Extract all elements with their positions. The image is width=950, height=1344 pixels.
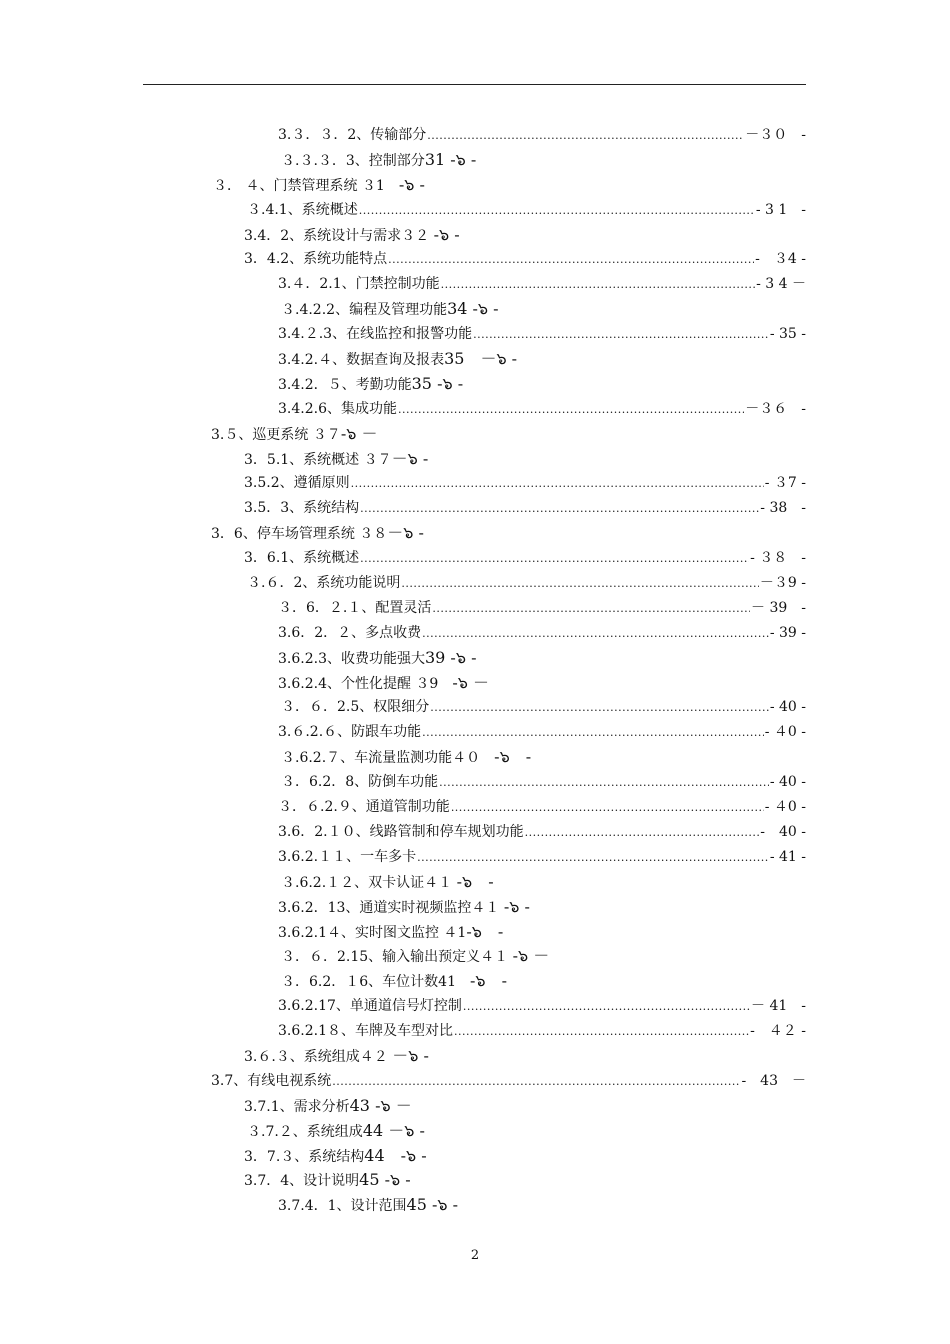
toc-entry-title: 3.4．2、系统设计与需求３２	[244, 227, 434, 244]
toc-entry-page: 44 -๖ -	[364, 1145, 427, 1165]
toc-entry-title: 3.6.2.3、收费功能强大	[278, 650, 425, 667]
toc-entry[interactable]	[0, 1019, 806, 1044]
toc-entry-title: ３． ４、门禁管理系统 ３1	[213, 177, 399, 194]
toc-entry[interactable]	[0, 198, 806, 223]
toc-entry-page: 44 －๖ -	[362, 1120, 425, 1140]
toc-entry-title: 3.4.2.6、集成功能	[278, 400, 397, 417]
toc-entry-title: ３.６．2、系统功能说明	[247, 575, 401, 592]
toc-entry[interactable]	[0, 272, 806, 297]
toc-entry-page: -๖ －	[340, 423, 378, 443]
header-rule	[143, 84, 806, 85]
toc-entry-page: 45 -๖ -	[359, 1170, 411, 1190]
toc-entry-title: 3．6、停车场管理系统 ３８	[211, 526, 388, 543]
toc-entry[interactable]	[0, 571, 806, 596]
toc-entry-title: 3.6.2.１１、一车多卡	[278, 848, 417, 865]
toc-entry-title: ３.6.2.１２、双卡认证４１	[281, 874, 457, 891]
toc-entry-page: 35 -๖ -	[411, 373, 464, 393]
toc-entry-page: -๖ -	[466, 921, 504, 941]
toc-entry-page: － 41 -	[751, 998, 806, 1015]
toc-entry-title: 3.6.2.1４、实时图文监控 ４1	[278, 924, 467, 941]
toc-dot-leader	[417, 846, 769, 871]
toc-entry[interactable]	[0, 1069, 806, 1094]
toc-entry-page: -๖ -	[494, 747, 532, 767]
toc-entry-page: －３６ -	[745, 400, 806, 417]
toc-entry-page: - 40 -	[769, 699, 806, 716]
toc-entry-title: 3.4.2.４、数据查询及报表	[278, 352, 445, 369]
toc-entry[interactable]	[0, 173, 950, 198]
toc-entry-page: －๖ -	[391, 448, 429, 468]
toc-entry[interactable]	[0, 123, 806, 148]
toc-dot-leader	[422, 721, 764, 746]
toc-entry-title: 3.7.4．1、设计范围	[278, 1198, 407, 1215]
toc-dot-leader	[359, 199, 755, 224]
toc-entry[interactable]	[0, 646, 950, 671]
toc-entry[interactable]	[0, 148, 950, 173]
toc-entry-page: - 40 -	[769, 774, 806, 791]
toc-entry[interactable]	[0, 671, 950, 696]
toc-entry[interactable]	[0, 372, 950, 397]
toc-entry[interactable]	[0, 994, 806, 1019]
toc-entry-title: 3.4.２.3、在线监控和报警功能	[278, 326, 473, 343]
toc-entry-title: 3.4.2．５、考勤功能	[278, 376, 412, 393]
toc-entry-page: 45 -๖ -	[406, 1195, 459, 1215]
toc-entry[interactable]	[0, 895, 950, 920]
toc-entry-title: 3.6.2．13、通道实时视频监控４１	[278, 899, 504, 916]
toc-entry-title: 3.5．3、系统结构	[244, 500, 360, 517]
toc-entry-page: - 41 -	[769, 848, 806, 865]
toc-entry-title: ３．6.2．8、防倒车功能	[281, 774, 439, 791]
toc-entry-title: 3.５、巡更系统 ３７	[211, 426, 341, 443]
toc-entry[interactable]	[0, 745, 950, 770]
toc-entry[interactable]	[0, 920, 950, 945]
toc-entry-page: －๖ -	[387, 523, 424, 543]
toc-entry-page: - 38 -	[760, 500, 806, 517]
toc-dot-leader	[360, 547, 749, 572]
page-number: 2	[470, 1248, 480, 1263]
toc-entry-title: ３．6．２.１、配置灵活	[278, 599, 432, 616]
toc-dot-leader	[441, 273, 755, 298]
toc-entry-page: 35 －๖ -	[444, 349, 518, 369]
toc-entry[interactable]	[0, 247, 806, 272]
toc-entry-page: - 40 -	[760, 823, 806, 840]
toc-entry-page: － 39 -	[751, 599, 806, 616]
toc-entry-title: 3.6．2．２、多点收费	[278, 624, 422, 641]
toc-entry-page: - ３4 -	[755, 251, 806, 268]
toc-entry[interactable]	[0, 1144, 950, 1169]
toc-entry-page: －３9 -	[759, 575, 806, 592]
toc-dot-leader	[451, 796, 764, 821]
toc-entry[interactable]	[0, 471, 806, 496]
toc-entry-title: 3.7.1、需求分析	[244, 1098, 350, 1115]
toc-entry-page: - 3 4 －	[756, 276, 806, 293]
toc-dot-leader	[332, 1070, 740, 1095]
toc-entry-page: －３０ -	[745, 127, 806, 143]
toc-entry-title: ３．6.2．１6、车位计数41	[281, 974, 470, 991]
toc-dot-leader	[430, 696, 769, 721]
toc-entry-title: 3.４．2.1、门禁控制功能	[278, 276, 440, 293]
toc-entry-title: 3．7.３、系统结构	[244, 1148, 365, 1165]
toc-entry-page: -๖ -	[503, 896, 530, 916]
toc-entry[interactable]	[0, 322, 806, 347]
toc-entry[interactable]	[0, 845, 806, 870]
toc-entry-title: ３.３.３．3、控制部分	[281, 152, 425, 169]
toc-entry-title: ３.6.2.７、车流量监测功能４０	[281, 750, 495, 767]
toc-dot-leader	[473, 323, 769, 348]
toc-entry-page: - 39 -	[769, 624, 806, 641]
toc-entry-page: -๖ -	[433, 224, 460, 244]
toc-entry[interactable]	[0, 422, 950, 447]
toc-dot-leader	[401, 572, 759, 597]
toc-entry-title: 3.６.３、系统组成４２	[244, 1048, 393, 1065]
toc-entry[interactable]	[0, 870, 950, 895]
toc-entry[interactable]	[0, 944, 950, 969]
toc-entry-page: 34 -๖ -	[447, 299, 499, 319]
toc-entry[interactable]	[0, 770, 806, 795]
toc-entry[interactable]	[0, 695, 806, 720]
toc-entry[interactable]	[0, 1044, 950, 1069]
toc-entry-page: - ３８ -	[750, 550, 806, 567]
toc-entry[interactable]	[0, 521, 950, 546]
toc-entry[interactable]	[0, 621, 806, 646]
toc-entry[interactable]	[0, 496, 806, 521]
toc-entry-title: 3.7、有线电视系统	[211, 1072, 332, 1089]
toc-entry-page: -๖ －	[452, 672, 489, 692]
toc-entry-title: 3.6.2.4、个性化提醒 ３9	[278, 675, 453, 692]
toc-entry[interactable]	[0, 1094, 950, 1119]
toc-entry-title: ３.4.1、系统概述	[247, 201, 358, 218]
toc-entry-title: 3.6.2.17、单通道信号灯控制	[278, 998, 462, 1015]
toc-entry-title: ３.4.2.2、编程及管理功能	[281, 302, 448, 319]
toc-entry-page: - ４２ -	[750, 1023, 806, 1040]
toc-entry-title: 3.３．３．2、传输部分	[278, 127, 427, 143]
toc-entry[interactable]	[0, 297, 950, 322]
toc-entry[interactable]	[0, 1119, 950, 1144]
toc-entry-title: ３．６．2.15、输入输出预定义４１	[281, 949, 513, 966]
toc-entry-title: 3．6.1、系统概述	[244, 550, 360, 567]
toc-entry-page: －๖ -	[392, 1045, 429, 1065]
toc-entry-page: 31 -๖ -	[424, 149, 477, 169]
toc-entry-page: -๖ －	[512, 946, 550, 966]
toc-entry[interactable]	[0, 347, 950, 372]
toc-entry-title: 3.7．4、设计说明	[244, 1173, 360, 1190]
toc-dot-leader	[422, 622, 769, 647]
toc-entry[interactable]	[0, 820, 806, 845]
toc-entry[interactable]	[0, 546, 806, 571]
toc-entry-page: - 43 －	[741, 1072, 806, 1089]
toc-entry-title: 3.６.2.６、防跟车功能	[278, 724, 422, 741]
toc-entry-title: 3.5.2、遵循原则	[244, 475, 350, 492]
toc-entry-page: - 35 -	[769, 326, 806, 343]
toc-entry-title: ３．６．2.5、权限细分	[281, 699, 430, 716]
toc-entry-title: 3.6．2.１０、线路管制和停车规划功能	[278, 823, 524, 840]
toc-entry-title: 3．4.2、系统功能特点	[244, 251, 388, 268]
toc-dot-leader	[454, 1020, 749, 1045]
table-of-contents	[0, 123, 950, 1218]
toc-entry[interactable]	[0, 1168, 950, 1193]
toc-entry-title: 3．5.1、系统概述 ３７	[244, 451, 392, 468]
toc-entry-page: - ４0 -	[764, 724, 806, 741]
toc-entry-page: - 3 1 -	[755, 201, 806, 218]
toc-dot-leader	[463, 995, 750, 1020]
toc-entry[interactable]	[0, 1193, 950, 1218]
toc-entry-page: - ３7 -	[764, 475, 806, 492]
toc-dot-leader	[351, 472, 764, 497]
toc-entry-page: -๖ -	[470, 971, 507, 991]
toc-entry-page: 39 -๖ -	[424, 647, 477, 667]
toc-dot-leader	[427, 124, 744, 149]
toc-entry[interactable]	[0, 447, 950, 472]
toc-entry-title: 3.6.2.1８、车牌及车型对比	[278, 1023, 453, 1040]
toc-dot-leader	[398, 398, 744, 423]
toc-dot-leader	[388, 248, 754, 273]
toc-dot-leader	[360, 497, 759, 522]
toc-entry-page: -๖ -	[456, 871, 494, 891]
toc-dot-leader	[432, 597, 750, 622]
toc-entry-title: ３．６.2.９、通道管制功能	[278, 799, 450, 816]
toc-entry[interactable]	[0, 720, 806, 745]
toc-dot-leader	[439, 771, 769, 796]
toc-entry[interactable]	[0, 397, 806, 422]
toc-entry-page: - ４0 -	[764, 799, 806, 816]
toc-entry-page: 43 -๖ －	[349, 1095, 412, 1115]
toc-entry[interactable]	[0, 596, 806, 621]
toc-entry-title: ３.7.２、系统组成	[247, 1123, 363, 1140]
toc-entry[interactable]	[0, 969, 950, 994]
toc-entry[interactable]	[0, 795, 806, 820]
toc-entry[interactable]	[0, 223, 950, 248]
toc-entry-page: -๖ -	[398, 174, 425, 194]
toc-dot-leader	[525, 821, 760, 846]
